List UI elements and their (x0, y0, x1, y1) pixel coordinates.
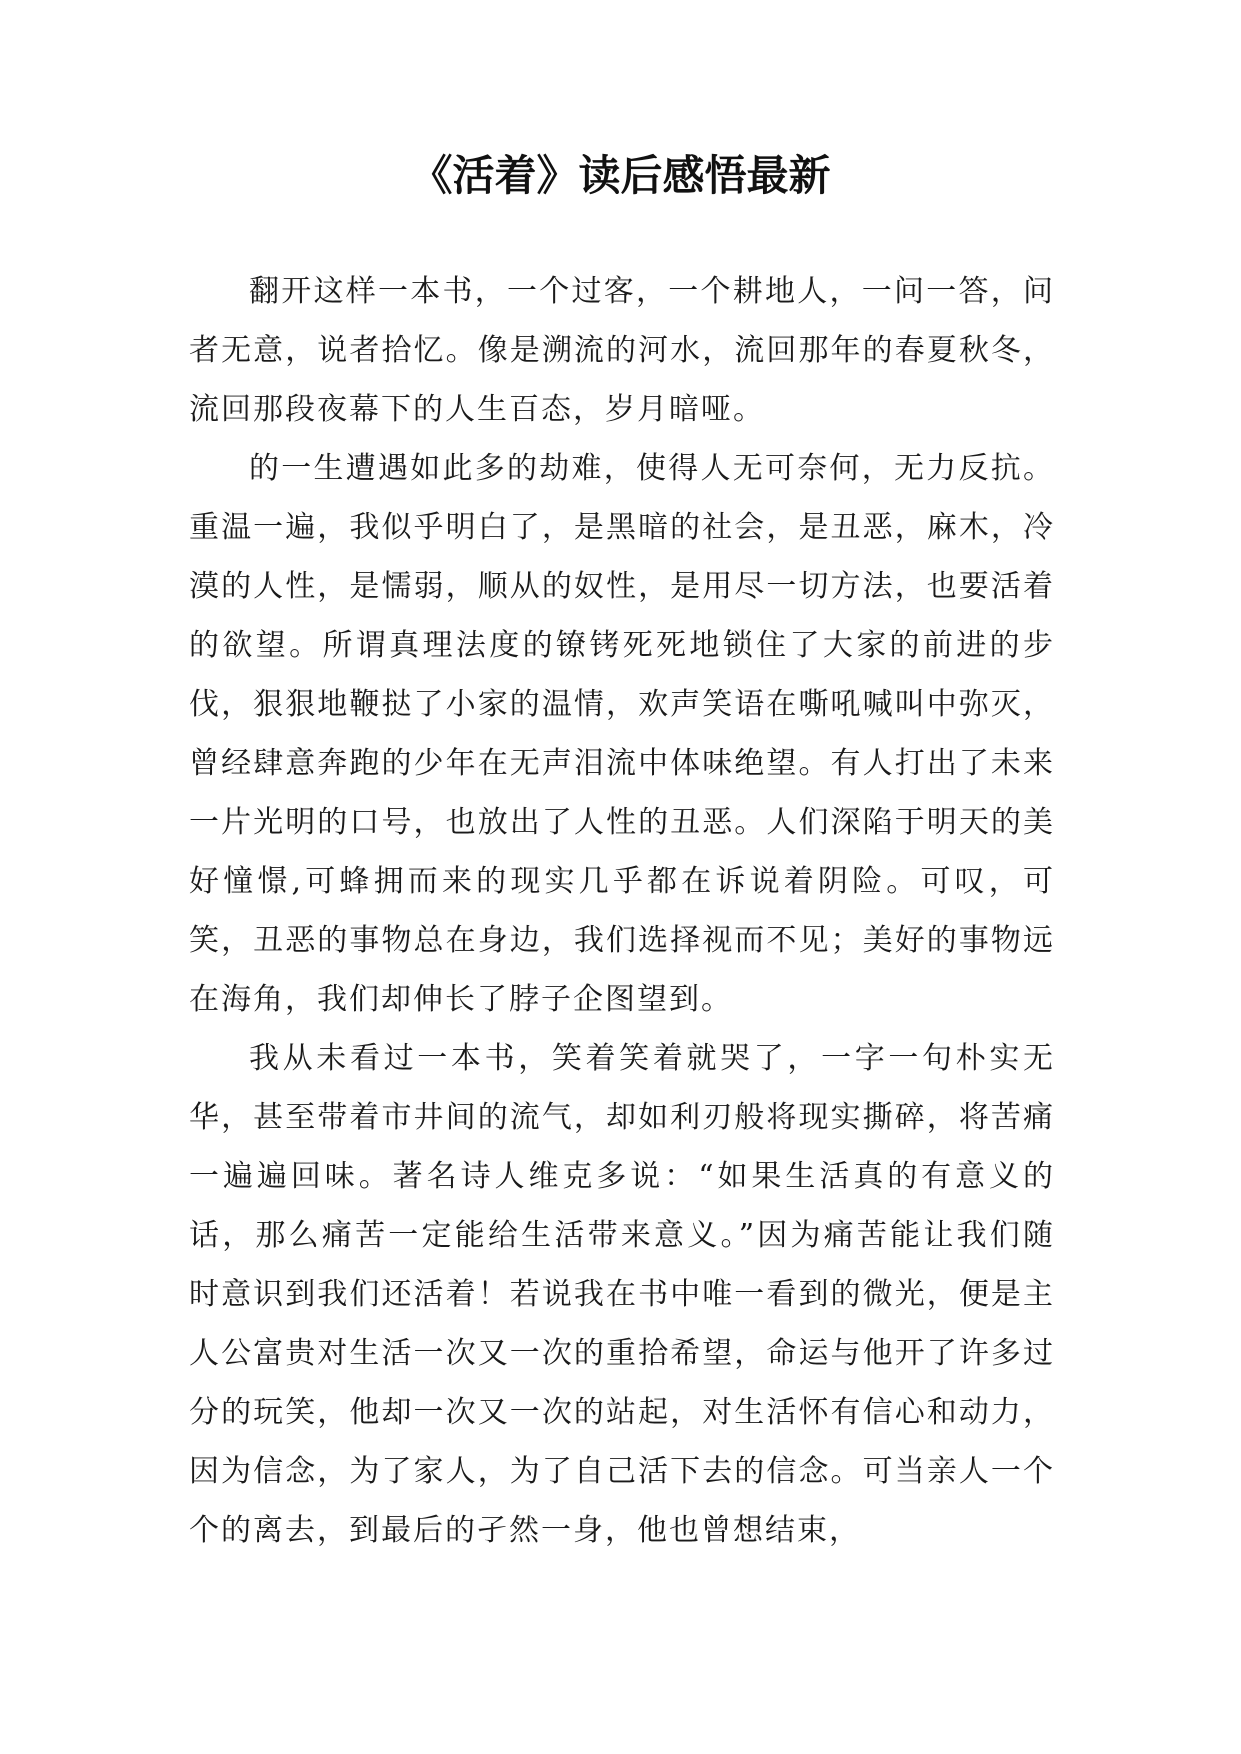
paragraph: 翻开这样一本书，一个过客，一个耕地人，一问一答，问者无意，说者拾忆。像是溯流的河水，流回那年的春夏秋冬，流回那段夜幕下的人生百态，岁月暗哑。 (189, 274, 1055, 427)
paragraph: 我从未看过一本书，笑着笑着就哭了，一字一句朴实无华，甚至带着市井间的流气，却如利刃般将现实撕碎，将苦痛一遍遍回味。著名诗人维克多说：“如果生活真的有意义的话，那么痛苦一定能给生活带来意义。”因为痛苦能让我们随时意识到我们还活着！若说我在书中唯一看到的微光，便是主人公富贵对生活一次又一次的重拾希望，命运与他开了许多过分的玩笑，他却一次又一次的站起，对生活怀有信心和动力，因为信念，为了家人，为了自己活下去的信念。可当亲人一个个的离去，到最后的孑然一身，他也曾想结束， (189, 1041, 1055, 1548)
document-title: 《活着》读后感悟最新 (410, 151, 831, 200)
document-body (189, 262, 1055, 1560)
paragraph: 的一生遭遇如此多的劫难，使得人无可奈何，无力反抗。重温一遍，我似乎明白了，是黑暗的社会，是丑恶，麻木，冷漠的人性，是懦弱，顺从的奴性，是用尽一切方法，也要活着的欲望。所谓真理法度的镣铐死死地锁住了大家的前进的步伐，狠狠地鞭挞了小家的温情，欢声笑语在嘶吼喊叫中弥灭，曾经肆意奔跑的少年在无声泪流中体味绝望。有人打出了未来一片光明的口号，也放出了人性的丑恶。人们深陷于明天的美好憧憬,可蜂拥而来的现实几乎都在诉说着阴险。可叹，可笑，丑恶的事物总在身边，我们选择视而不见；美好的事物远在海角，我们却伸长了脖子企图望到。 (189, 451, 1055, 1017)
